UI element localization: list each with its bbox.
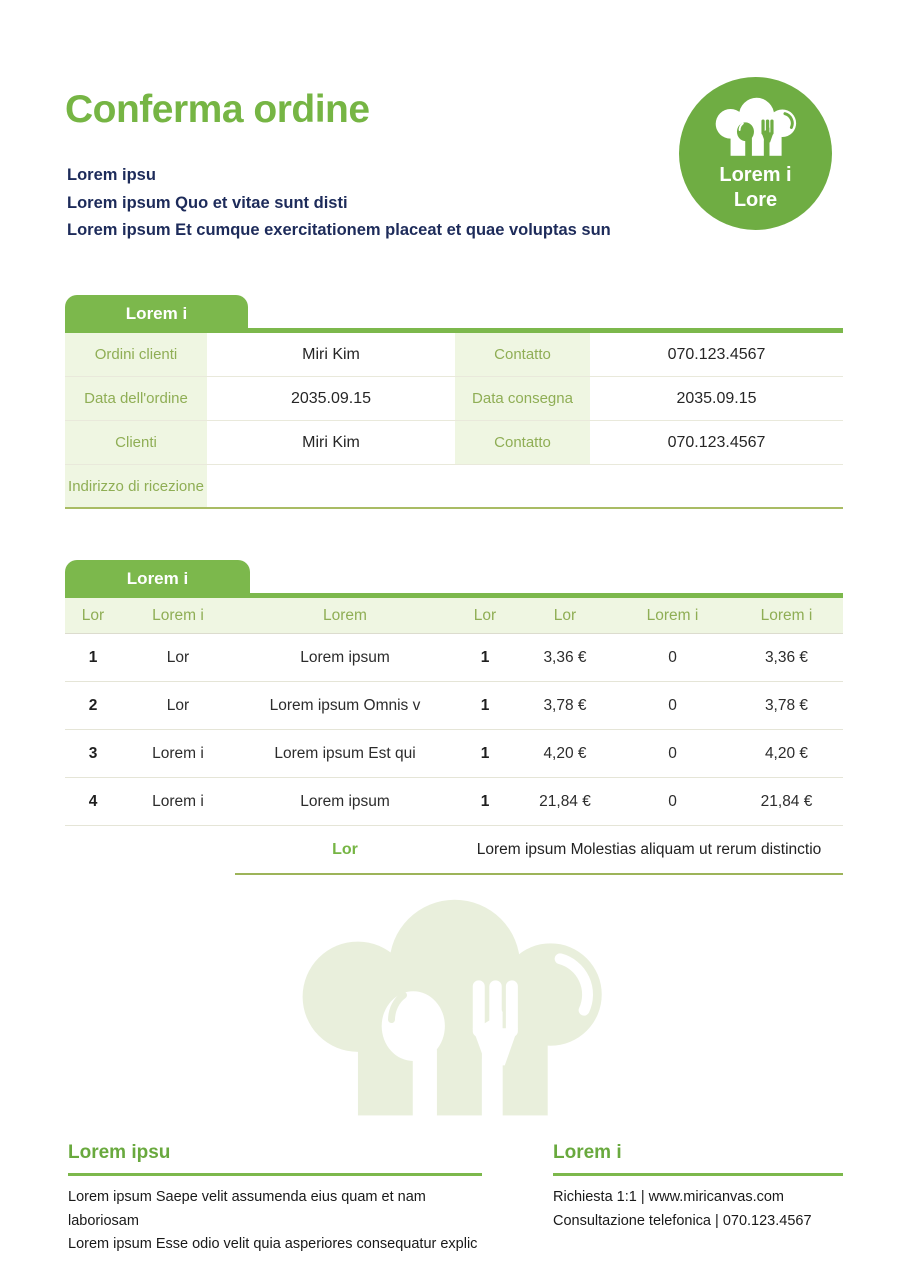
items-cell: 1 <box>480 792 490 810</box>
info-value: 2035.09.15 <box>290 389 372 407</box>
order-info-section <box>65 295 843 509</box>
items-section <box>65 560 843 875</box>
info-value: 070.123.4567 <box>667 345 766 363</box>
info-value: 2035.09.15 <box>676 389 757 407</box>
items-cell: Lor <box>166 696 190 714</box>
footer-left-underline <box>68 1173 482 1176</box>
chef-hat-icon <box>300 893 605 1120</box>
items-cell: 1 <box>480 744 490 762</box>
items-cell: 1 <box>88 648 98 666</box>
table-row <box>65 634 843 682</box>
info-label: Data consegna <box>455 377 590 420</box>
items-cell: Lorem i <box>152 792 204 810</box>
items-cell: Lorem ipsum Est qui <box>274 744 416 762</box>
items-cell: 3,36 € <box>543 648 587 666</box>
items-cell: 0 <box>668 648 677 666</box>
info-value: Miri Kim <box>302 433 360 451</box>
items-header-cell: Lor <box>473 606 497 624</box>
items-cell: 2 <box>88 696 98 714</box>
info-label: Contatto <box>455 333 590 376</box>
info-label: Data dell'ordine <box>65 377 207 420</box>
footer-left-line: Lorem ipsum Saepe velit assumenda eius quam et nam laboriosam <box>68 1189 426 1229</box>
items-header-cell: Lor <box>553 606 577 624</box>
summary-underline <box>235 873 843 875</box>
items-cell: 4,20 € <box>543 744 587 762</box>
watermark <box>300 893 605 1120</box>
footer-left-heading: Lorem ipsu <box>68 1142 171 1163</box>
items-header-row <box>65 598 843 634</box>
info-label: Contatto <box>455 421 590 464</box>
items-cell: 1 <box>480 648 490 666</box>
chef-hat-icon <box>715 96 797 157</box>
items-cell: Lorem ipsum Omnis v <box>269 696 421 714</box>
items-tab: Lorem i <box>65 560 250 598</box>
items-summary-row <box>65 826 843 873</box>
info-row <box>65 421 843 465</box>
info-row <box>65 377 843 421</box>
table-row <box>65 682 843 730</box>
table-row <box>65 778 843 826</box>
brand-logo <box>679 77 832 230</box>
footer-right-heading: Lorem i <box>553 1142 622 1163</box>
footer-right-underline <box>553 1173 843 1176</box>
items-cell: 4 <box>88 792 98 810</box>
summary-note: Lorem ipsum Molestias aliquam ut rerum distinctio <box>476 840 822 858</box>
intro-text <box>67 162 611 245</box>
table-row <box>65 730 843 778</box>
items-cell: 1 <box>480 696 490 714</box>
order-info-table <box>65 328 843 509</box>
info-label: Clienti <box>65 421 207 464</box>
info-value: Miri Kim <box>302 345 360 363</box>
intro-line: Lorem ipsum Quo et vitae sunt disti <box>67 193 348 212</box>
logo-text <box>719 163 791 213</box>
footer-left-column <box>68 1142 482 1257</box>
info-row <box>65 333 843 377</box>
logo-text-line2: Lore <box>733 189 778 211</box>
footer-left-line: Lorem ipsum Esse odio velit quia asperiores consequatur explic <box>68 1236 478 1252</box>
items-cell: 4,20 € <box>764 744 809 762</box>
items-cell: Lor <box>166 648 190 666</box>
info-label: Indirizzo di ricezione <box>65 465 207 507</box>
order-info-tab: Lorem i <box>65 295 248 333</box>
page-title: Conferma ordine <box>65 88 370 131</box>
info-value <box>207 465 843 507</box>
summary-label: Lor <box>332 840 358 858</box>
items-cell: 0 <box>668 696 677 714</box>
items-cell: 0 <box>668 792 677 810</box>
items-cell: Lorem i <box>152 744 204 762</box>
intro-line: Lorem ipsu <box>67 166 156 184</box>
footer-right-line: Richiesta 1:1 | www.miricanvas.com <box>553 1189 785 1205</box>
intro-line: Lorem ipsum Et cumque exercitationem placeat et quae voluptas sun <box>67 221 611 239</box>
info-value: 070.123.4567 <box>667 433 766 451</box>
footer-right-column <box>553 1142 843 1233</box>
items-table <box>65 593 843 875</box>
items-cell: Lorem ipsum <box>300 648 390 666</box>
logo-text-line1: Lorem i <box>719 164 792 186</box>
items-header-cell: Lorem <box>323 606 367 624</box>
items-header-cell: Lor <box>81 606 105 624</box>
items-cell: 3,78 € <box>543 696 587 714</box>
items-cell: 3 <box>88 744 98 762</box>
items-header-cell: Lorem i <box>646 606 699 624</box>
items-cell: 21,84 € <box>760 792 813 810</box>
items-cell: 0 <box>668 744 677 762</box>
items-header-cell: Lorem i <box>152 606 204 624</box>
items-cell: 3,36 € <box>764 648 809 666</box>
items-header-cell: Lorem i <box>760 606 813 624</box>
items-cell: 21,84 € <box>539 792 591 810</box>
info-label: Ordini clienti <box>65 333 207 376</box>
items-cell: 3,78 € <box>764 696 809 714</box>
footer-right-line: Consultazione telefonica | 070.123.4567 <box>553 1212 812 1229</box>
info-row <box>65 465 843 509</box>
items-cell: Lorem ipsum <box>300 792 390 810</box>
